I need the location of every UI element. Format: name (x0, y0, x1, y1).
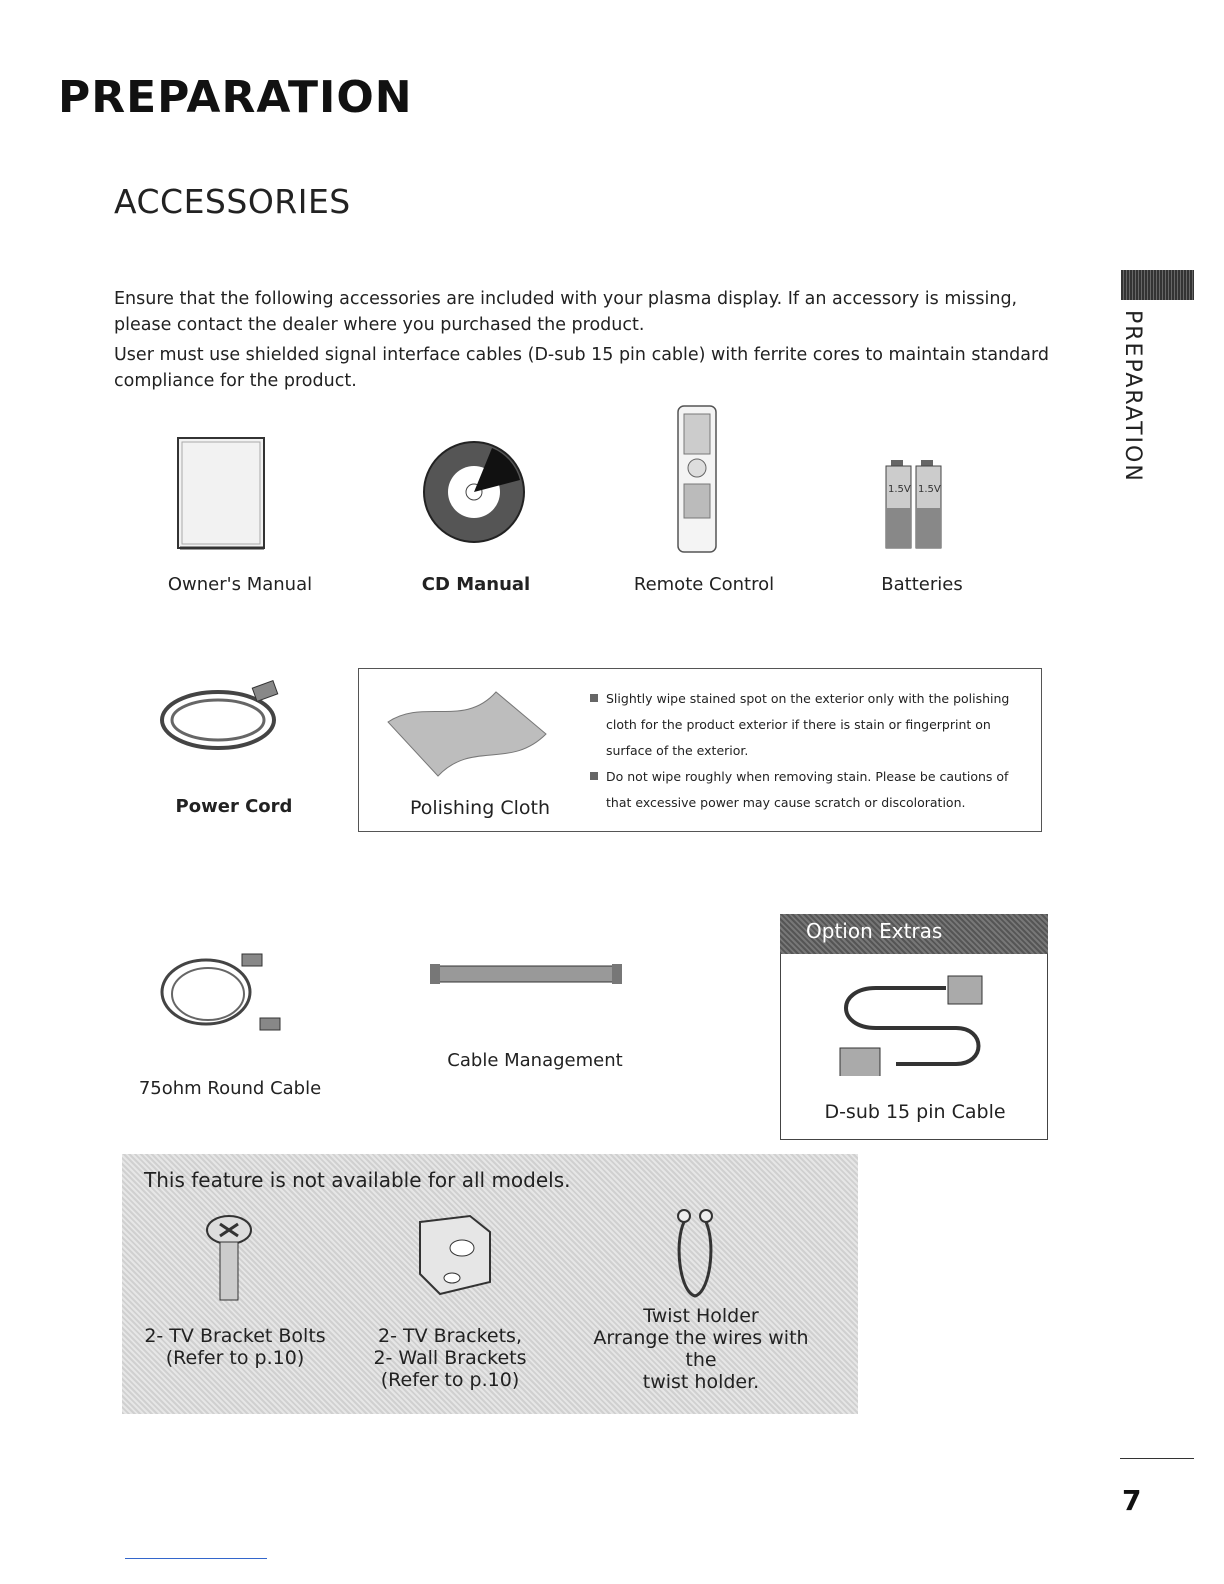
note1-line3: surface of the exterior. (606, 743, 749, 758)
polishing-note-2 (590, 764, 1010, 816)
battery-label-1: 1.5V (888, 484, 911, 495)
twist-holder-label (576, 1305, 826, 1393)
intro-paragraph-1: Ensure that the following accessories are included with your plasma display. If an accessory is missing, please contact the dealer where you purchased the product. (114, 289, 1018, 335)
polishing-cloth-icon (384, 688, 550, 780)
round-cable-icon (156, 946, 286, 1036)
cd-icon (422, 440, 526, 544)
bracket-bolt-icon (204, 1214, 254, 1304)
owners-manual-label: Owner's Manual (167, 574, 313, 595)
brackets-line3: (Refer to p.10) (380, 1369, 520, 1391)
brackets-line2: 2- Wall Brackets (373, 1347, 527, 1369)
page-title: PREPARATION (58, 72, 413, 123)
twist-line3: twist holder. (642, 1371, 760, 1393)
twist-holder-icon (670, 1204, 720, 1304)
intro-paragraph-2: User must use shielded signal interface cables (D-sub 15 pin cable) with ferrite cores to maintain standard compliance for the product. (114, 345, 1049, 391)
bolts-line1: 2- TV Bracket Bolts (144, 1325, 326, 1347)
side-tab-marker (1121, 270, 1194, 300)
dsub-cable-icon (836, 966, 996, 1076)
option-extras-title: Option Extras (806, 919, 943, 943)
twist-line2: Arrange the wires with the (593, 1327, 809, 1371)
round-cable-label: 75ohm Round Cable (138, 1078, 322, 1099)
bullet-icon (590, 772, 598, 780)
dsub-cable-label: D-sub 15 pin Cable (824, 1101, 1006, 1123)
brackets-line1: 2- TV Brackets, (378, 1325, 522, 1347)
brackets-label (340, 1325, 560, 1391)
bolts-line2: (Refer to p.10) (165, 1347, 305, 1369)
remote-control-icon (676, 404, 718, 554)
cable-management-label: Cable Management (447, 1050, 623, 1071)
page-number-rule (1120, 1458, 1194, 1459)
power-cord-icon (156, 670, 286, 760)
cable-management-icon (428, 962, 624, 988)
page-number: 7 (1122, 1484, 1142, 1517)
footer-line (125, 1558, 267, 1559)
cd-manual-label: CD Manual (421, 574, 531, 595)
owners-manual-icon (176, 436, 268, 552)
bullet-icon (590, 694, 598, 702)
note1-line1: Slightly wipe stained spot on the exterior only with the polishing (606, 691, 1010, 706)
bolts-label (120, 1325, 350, 1369)
side-tab (1120, 310, 1160, 483)
note2-line2: that excessive power may cause scratch or discoloration. (606, 795, 966, 810)
polishing-note-1 (590, 686, 1010, 764)
twist-line1: Twist Holder (643, 1305, 759, 1327)
feature-availability-note: This feature is not available for all models. (144, 1168, 571, 1192)
polishing-cloth-label: Polishing Cloth (410, 797, 550, 819)
power-cord-label: Power Cord (175, 796, 293, 817)
side-tab-label: PREPARATION (1120, 310, 1145, 483)
battery-label-2: 1.5V (918, 484, 941, 495)
section-title: ACCESSORIES (114, 182, 351, 221)
note1-line2: cloth for the product exterior if there is stain or fingerprint on (606, 717, 991, 732)
remote-control-label: Remote Control (633, 574, 775, 595)
note2-line1: Do not wipe roughly when removing stain. Please be cautions of (606, 769, 1009, 784)
bracket-icon (410, 1212, 496, 1298)
batteries-label: Batteries (881, 574, 963, 595)
batteries-icon (884, 460, 944, 550)
